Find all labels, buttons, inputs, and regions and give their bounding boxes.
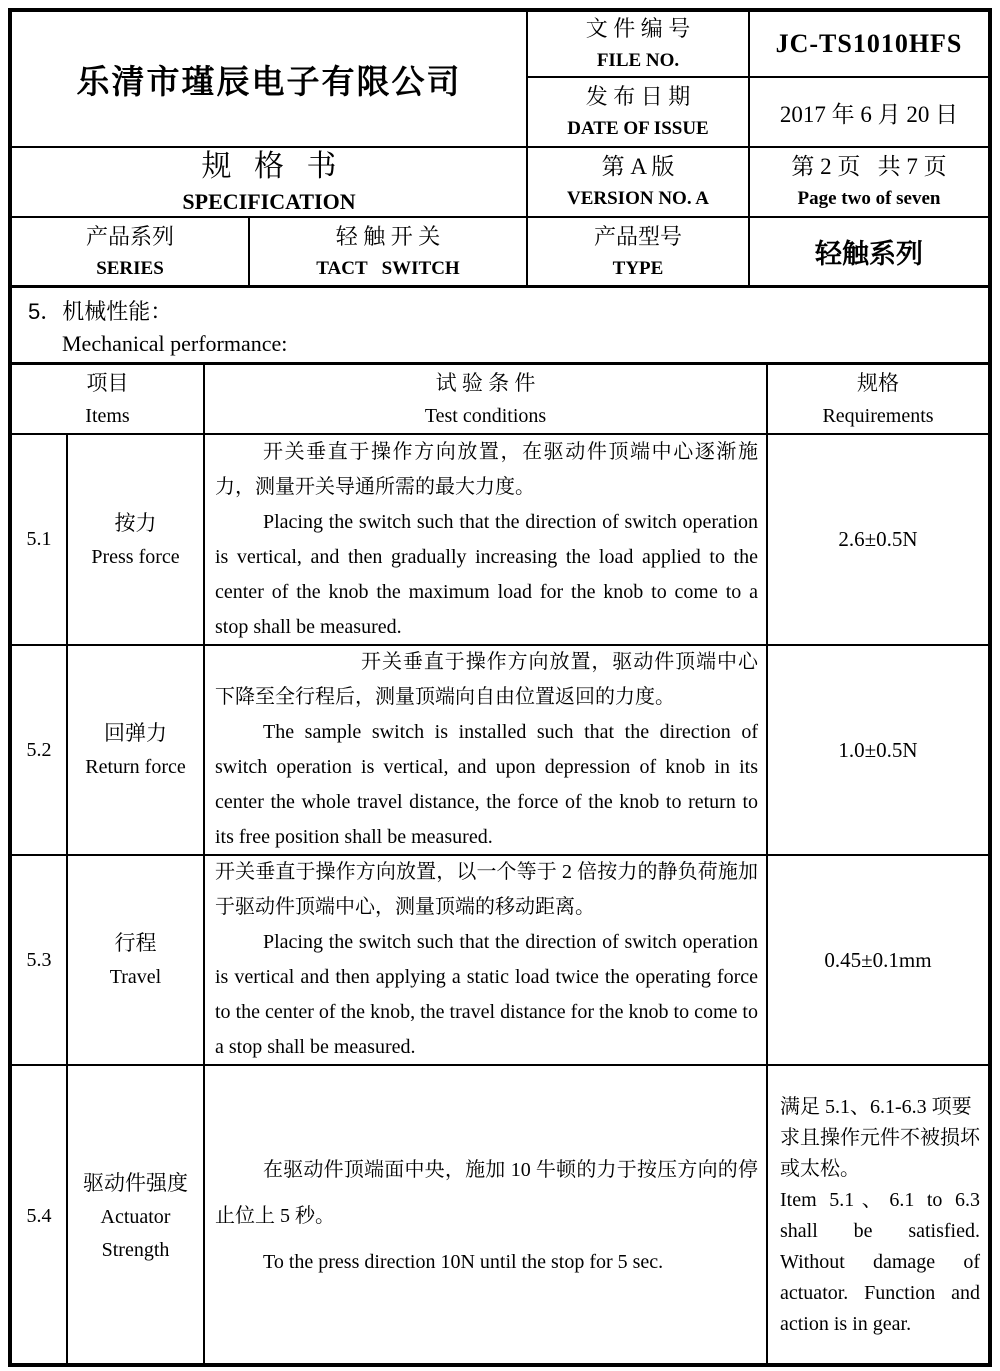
document-frame: [8, 8, 992, 1367]
row-number: 5.3: [26, 948, 52, 971]
date-of-issue-value-cell: [750, 78, 988, 148]
requirement-value: 0.45±0.1mm: [824, 947, 932, 972]
item-name-cn: 驱动件强度: [83, 1170, 188, 1195]
requirement-text-cn: 满足 5.1、6.1-6.3 项要求且操作元件不被损坏或太松。: [780, 1096, 980, 1180]
condition-text-cn: 在驱动件顶端面中央，施加 10 牛顿的力于按压方向的停止位上 5 秒。: [215, 1159, 758, 1227]
page-number-cell: [750, 148, 988, 218]
requirement-text-en: Item 5.1、6.1 to 6.3 shall be satisfied. Without damage of actuator. Function and action is in gear.: [780, 1189, 980, 1335]
condition-text-cn: 开关垂直于操作方向放置，在驱动件顶端中心逐渐施力，测量开关导通所需的最大力度。: [215, 440, 758, 498]
col-header-items-cn: 项目: [86, 371, 129, 395]
file-no-label-cn: 文 件 编 号: [585, 16, 691, 41]
file-no-value: JC-TS1010HFS: [775, 29, 963, 58]
condition-text-en: The sample switch is installed such that the direction of switch operation is vertical, and upon depression of knob in its center the whole travel distance, the force of the knob to return to its free position shall be measured.: [215, 721, 758, 848]
section-title-en: Mechanical performance:: [62, 331, 288, 356]
row-number: 5.1: [26, 528, 52, 550]
row-5-2-item: [68, 646, 205, 856]
item-name-cn: 回弹力: [104, 721, 167, 745]
page-number-en: Page two of seven: [797, 188, 941, 209]
type-value: 轻触系列: [815, 239, 923, 269]
condition-text-cn: 开关垂直于操作方向放置，以一个等于 2 倍按力的静负荷施加于驱动件顶端中心，测量顶端的移动距离。: [215, 861, 758, 918]
row-5-1-requirement: [768, 435, 988, 646]
col-header-conditions-en: Test conditions: [424, 405, 547, 427]
file-no-value-cell: [750, 12, 988, 78]
series-label-en: SERIES: [96, 257, 164, 279]
date-of-issue-label-en: DATE OF ISSUE: [567, 118, 709, 139]
condition-text-en: Placing the switch such that the direction of switch operation is vertical and then applying a static load twice the operating force to the center of the knob, the travel distance for the knob to come to a stop shall be measured.: [215, 931, 758, 1058]
row-5-2-conditions: [205, 646, 768, 856]
row-5-1-item: [68, 435, 205, 646]
row-number: 5.2: [26, 738, 52, 761]
series-value-cn: 轻 触 开 关: [335, 223, 441, 249]
item-name-en: Return force: [85, 756, 186, 778]
type-label-en: TYPE: [612, 257, 664, 279]
section-5-title: [12, 288, 988, 362]
date-of-issue-label-cell: [528, 78, 750, 148]
date-of-issue-label-cn: 发 布 日 期: [585, 84, 691, 109]
row-5-4-number: [12, 1066, 68, 1366]
col-header-conditions-cn: 试 验 条 件: [435, 371, 536, 395]
row-number: 5.4: [26, 1204, 52, 1227]
mechanical-performance-table: [12, 362, 988, 1366]
specification-title-cell: [12, 148, 528, 218]
series-value-cell: [250, 218, 528, 288]
row-5-3-number: [12, 856, 68, 1066]
condition-text-cn: 开关垂直于操作方向放置，驱动件顶端中心下降至全行程后，测量顶端向自由位置返回的力度。: [215, 651, 758, 708]
condition-text-en: Placing the switch such that the direction of switch operation is vertical, and then gradually increasing the load applied to the center of the knob the maximum load for the knob to come to a stop shall be measured.: [215, 510, 758, 638]
specification-title-en: SPECIFICATION: [182, 189, 356, 214]
row-5-1-conditions: [205, 435, 768, 646]
row-5-1-number: [12, 435, 68, 646]
row-5-2-number: [12, 646, 68, 856]
type-label-cn: 产品型号: [593, 223, 682, 249]
type-value-cell: [750, 218, 988, 288]
row-5-4-conditions: [205, 1066, 768, 1366]
row-5-4-requirement: [768, 1066, 988, 1366]
specification-title-cn: 规 格 书: [201, 150, 337, 183]
document-header: [12, 12, 988, 288]
series-value-en: TACT SWITCH: [316, 257, 460, 279]
row-5-4-item: [68, 1066, 205, 1366]
file-no-label-en: FILE NO.: [596, 50, 680, 71]
version-cn: 第 A 版: [601, 154, 675, 179]
row-5-3-conditions: [205, 856, 768, 1066]
series-label-cn: 产品系列: [85, 223, 174, 249]
company-name: 乐清市瑾辰电子有限公司: [76, 62, 462, 100]
page-number-cn: 第 2 页 共 7 页: [791, 154, 947, 179]
version-en: VERSION NO. A: [567, 188, 709, 209]
col-header-items-en: Items: [85, 405, 130, 427]
version-cell: [528, 148, 750, 218]
row-5-2-requirement: [768, 646, 988, 856]
item-name-en: Travel: [109, 966, 162, 988]
section-title-cn: 5．机械性能：: [28, 299, 173, 324]
requirement-value: 1.0±0.5N: [838, 737, 918, 762]
col-header-conditions: [205, 365, 768, 435]
col-header-requirements-cn: 规格: [857, 371, 899, 395]
requirement-value: 2.6±0.5N: [838, 527, 918, 551]
col-header-requirements: [768, 365, 988, 435]
item-name-en: Actuator Strength: [100, 1205, 171, 1261]
date-of-issue-value: 2017 年 6 月 20 日: [779, 101, 959, 127]
item-name-cn: 按力: [114, 510, 157, 535]
file-no-label-cell: [528, 12, 750, 78]
row-5-3-requirement: [768, 856, 988, 1066]
row-5-3-item: [68, 856, 205, 1066]
item-name-cn: 行程: [114, 931, 157, 955]
company-name-cell: [12, 12, 528, 148]
condition-text-en: To the press direction 10N until the stop for 5 sec.: [263, 1251, 664, 1273]
item-name-en: Press force: [91, 545, 180, 568]
col-header-items: [12, 365, 205, 435]
series-label-cell: [12, 218, 250, 288]
type-label-cell: [528, 218, 750, 288]
col-header-requirements-en: Requirements: [822, 405, 934, 427]
